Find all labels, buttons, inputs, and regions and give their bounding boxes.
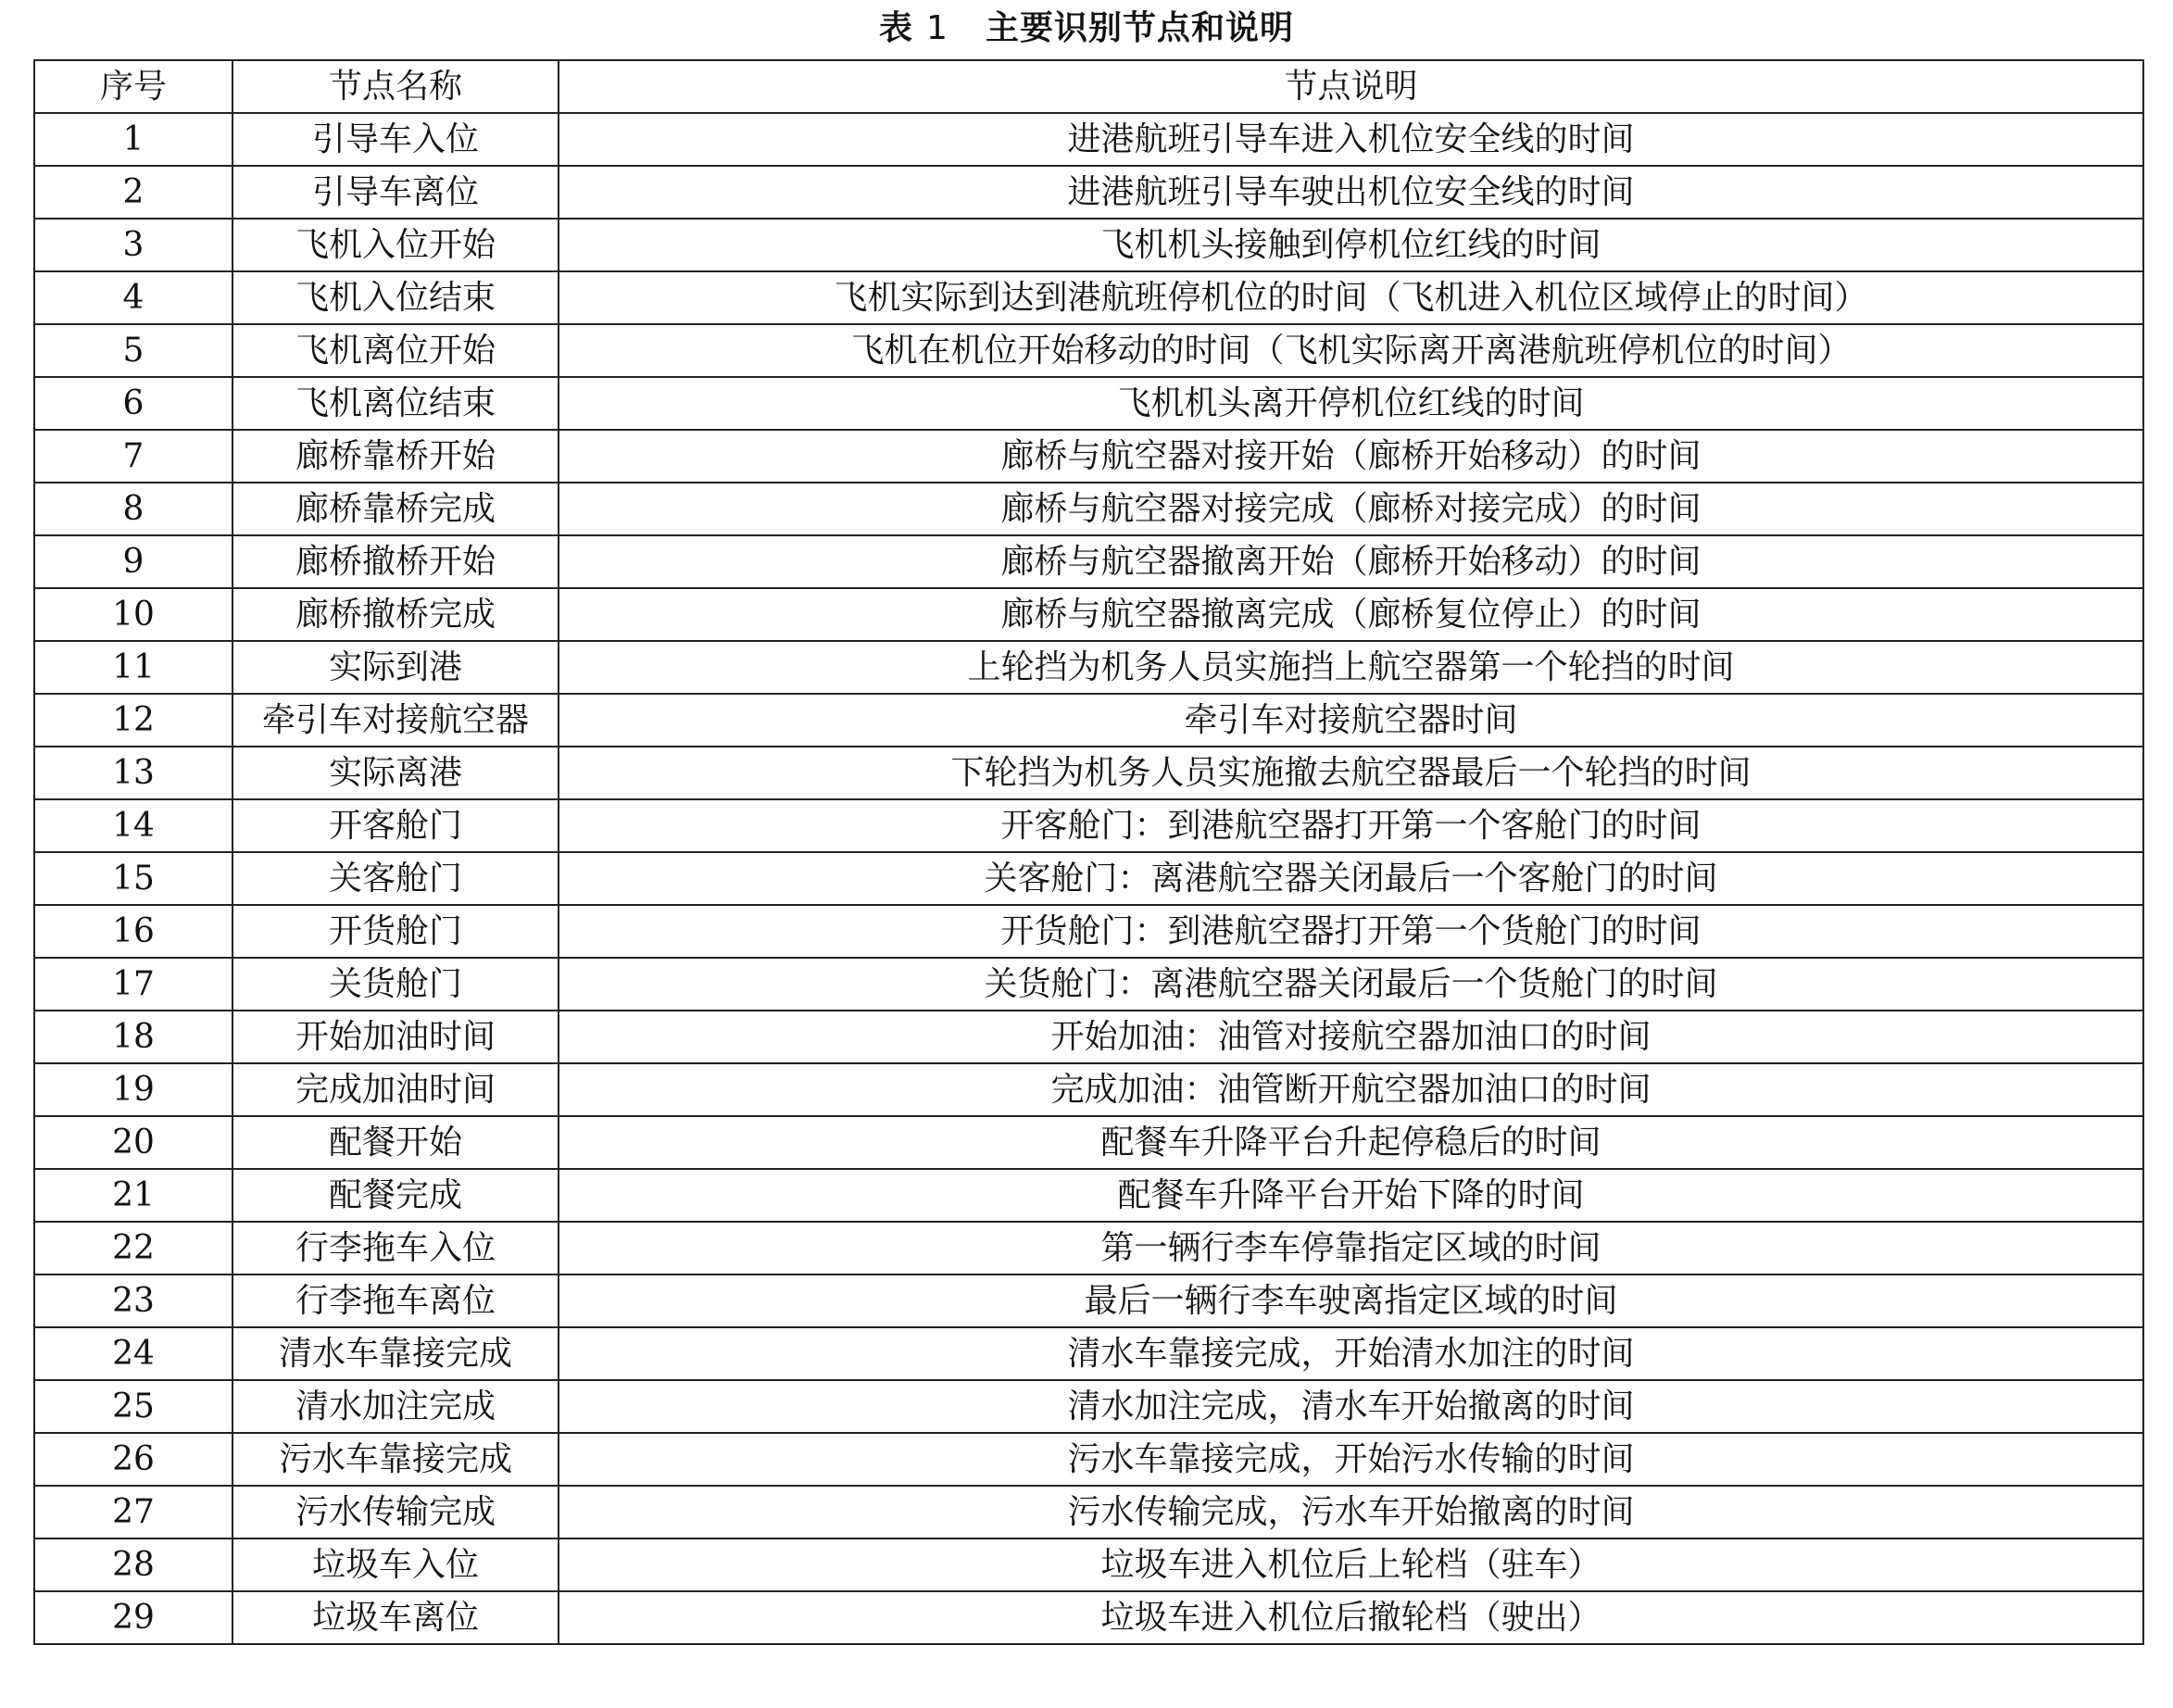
cell-node-name: 实际离港 <box>232 747 559 799</box>
table-row <box>34 483 2143 535</box>
cell-node-description: 下轮挡为机务人员实施撤去航空器最后一个轮挡的时间 <box>559 747 2143 799</box>
cell-node-description: 廊桥与航空器撤离完成（廊桥复位停止）的时间 <box>559 588 2143 641</box>
cell-index: 9 <box>34 535 232 588</box>
node-table <box>33 59 2144 1645</box>
table-row <box>34 219 2143 271</box>
cell-node-description: 飞机在机位开始移动的时间（飞机实际离开离港航班停机位的时间） <box>559 324 2143 377</box>
cell-node-description: 污水车靠接完成，开始污水传输的时间 <box>559 1433 2143 1486</box>
header-node-description: 节点说明 <box>559 60 2143 113</box>
cell-node-name: 开客舱门 <box>232 799 559 852</box>
cell-node-name: 行李拖车入位 <box>232 1222 559 1275</box>
cell-node-name: 关客舱门 <box>232 852 559 905</box>
table-row <box>34 905 2143 958</box>
table-row <box>34 1486 2143 1538</box>
cell-node-name: 清水车靠接完成 <box>232 1327 559 1380</box>
cell-node-description: 上轮挡为机务人员实施挡上航空器第一个轮挡的时间 <box>559 641 2143 694</box>
cell-node-description: 清水车靠接完成，开始清水加注的时间 <box>559 1327 2143 1380</box>
cell-index: 21 <box>34 1169 232 1222</box>
caption-number: 1 <box>926 9 948 47</box>
table-row <box>34 166 2143 219</box>
cell-index: 25 <box>34 1380 232 1433</box>
table-body <box>34 113 2143 1644</box>
table-row <box>34 1433 2143 1486</box>
cell-index: 4 <box>34 271 232 324</box>
cell-node-description: 第一辆行李车停靠指定区域的时间 <box>559 1222 2143 1275</box>
cell-node-description: 清水加注完成，清水车开始撤离的时间 <box>559 1380 2143 1433</box>
table-row <box>34 1116 2143 1169</box>
cell-index: 19 <box>34 1063 232 1116</box>
cell-node-name: 牵引车对接航空器 <box>232 694 559 747</box>
cell-node-name: 廊桥撤桥开始 <box>232 535 559 588</box>
cell-index: 11 <box>34 641 232 694</box>
cell-node-description: 飞机实际到达到港航班停机位的时间（飞机进入机位区域停止的时间） <box>559 271 2143 324</box>
cell-index: 18 <box>34 1011 232 1063</box>
cell-node-name: 污水车靠接完成 <box>232 1433 559 1486</box>
cell-node-name: 引导车离位 <box>232 166 559 219</box>
cell-node-description: 开始加油：油管对接航空器加油口的时间 <box>559 1011 2143 1063</box>
table-row <box>34 535 2143 588</box>
table-caption <box>0 0 2173 57</box>
cell-node-description: 廊桥与航空器撤离开始（廊桥开始移动）的时间 <box>559 535 2143 588</box>
cell-node-description: 开客舱门：到港航空器打开第一个客舱门的时间 <box>559 799 2143 852</box>
table-row <box>34 324 2143 377</box>
table-row <box>34 958 2143 1011</box>
cell-node-description: 配餐车升降平台开始下降的时间 <box>559 1169 2143 1222</box>
cell-index: 16 <box>34 905 232 958</box>
cell-node-description: 最后一辆行李车驶离指定区域的时间 <box>559 1275 2143 1327</box>
table-row <box>34 747 2143 799</box>
cell-node-name: 清水加注完成 <box>232 1380 559 1433</box>
cell-node-description: 开货舱门：到港航空器打开第一个货舱门的时间 <box>559 905 2143 958</box>
cell-index: 14 <box>34 799 232 852</box>
cell-index: 10 <box>34 588 232 641</box>
cell-node-description: 关货舱门：离港航空器关闭最后一个货舱门的时间 <box>559 958 2143 1011</box>
cell-index: 29 <box>34 1591 232 1644</box>
cell-index: 5 <box>34 324 232 377</box>
table-row <box>34 377 2143 430</box>
cell-index: 22 <box>34 1222 232 1275</box>
header-node-name: 节点名称 <box>232 60 559 113</box>
table-row <box>34 1275 2143 1327</box>
cell-node-name: 垃圾车离位 <box>232 1591 559 1644</box>
header-row <box>34 60 2143 113</box>
cell-node-name: 完成加油时间 <box>232 1063 559 1116</box>
table-row <box>34 1222 2143 1275</box>
cell-index: 23 <box>34 1275 232 1327</box>
cell-node-name: 飞机离位开始 <box>232 324 559 377</box>
cell-index: 15 <box>34 852 232 905</box>
cell-index: 3 <box>34 219 232 271</box>
cell-index: 17 <box>34 958 232 1011</box>
cell-node-name: 污水传输完成 <box>232 1486 559 1538</box>
table-row <box>34 113 2143 166</box>
table-row <box>34 641 2143 694</box>
cell-node-description: 廊桥与航空器对接完成（廊桥对接完成）的时间 <box>559 483 2143 535</box>
cell-node-name: 行李拖车离位 <box>232 1275 559 1327</box>
table-row <box>34 694 2143 747</box>
cell-node-name: 开货舱门 <box>232 905 559 958</box>
table-row <box>34 1169 2143 1222</box>
table-row <box>34 1591 2143 1644</box>
cell-node-name: 飞机离位结束 <box>232 377 559 430</box>
header-index: 序号 <box>34 60 232 113</box>
cell-node-description: 进港航班引导车进入机位安全线的时间 <box>559 113 2143 166</box>
cell-node-name: 垃圾车入位 <box>232 1538 559 1591</box>
table-row <box>34 1380 2143 1433</box>
cell-node-description: 垃圾车进入机位后上轮档（驻车） <box>559 1538 2143 1591</box>
cell-node-name: 廊桥靠桥开始 <box>232 430 559 483</box>
cell-node-description: 牵引车对接航空器时间 <box>559 694 2143 747</box>
cell-node-description: 污水传输完成，污水车开始撤离的时间 <box>559 1486 2143 1538</box>
cell-node-description: 完成加油：油管断开航空器加油口的时间 <box>559 1063 2143 1116</box>
cell-index: 20 <box>34 1116 232 1169</box>
cell-node-description: 垃圾车进入机位后撤轮档（驶出） <box>559 1591 2143 1644</box>
cell-node-name: 廊桥撤桥完成 <box>232 588 559 641</box>
cell-node-name: 引导车入位 <box>232 113 559 166</box>
cell-index: 1 <box>34 113 232 166</box>
table-row <box>34 271 2143 324</box>
cell-index: 28 <box>34 1538 232 1591</box>
table-row <box>34 1011 2143 1063</box>
cell-node-description: 廊桥与航空器对接开始（廊桥开始移动）的时间 <box>559 430 2143 483</box>
table-row <box>34 430 2143 483</box>
cell-index: 26 <box>34 1433 232 1486</box>
cell-index: 8 <box>34 483 232 535</box>
cell-node-name: 配餐完成 <box>232 1169 559 1222</box>
table-row <box>34 852 2143 905</box>
table-row <box>34 1063 2143 1116</box>
table-row <box>34 799 2143 852</box>
cell-node-name: 飞机入位开始 <box>232 219 559 271</box>
cell-index: 24 <box>34 1327 232 1380</box>
cell-index: 2 <box>34 166 232 219</box>
cell-index: 13 <box>34 747 232 799</box>
cell-index: 12 <box>34 694 232 747</box>
cell-node-description: 关客舱门：离港航空器关闭最后一个客舱门的时间 <box>559 852 2143 905</box>
cell-node-name: 配餐开始 <box>232 1116 559 1169</box>
table-row <box>34 1538 2143 1591</box>
cell-index: 7 <box>34 430 232 483</box>
cell-node-description: 配餐车升降平台升起停稳后的时间 <box>559 1116 2143 1169</box>
cell-index: 6 <box>34 377 232 430</box>
caption-label: 表 <box>879 9 914 47</box>
cell-node-description: 飞机机头接触到停机位红线的时间 <box>559 219 2143 271</box>
table-row <box>34 1327 2143 1380</box>
cell-node-name: 飞机入位结束 <box>232 271 559 324</box>
cell-index: 27 <box>34 1486 232 1538</box>
cell-node-name: 实际到港 <box>232 641 559 694</box>
cell-node-name: 开始加油时间 <box>232 1011 559 1063</box>
cell-node-description: 飞机机头离开停机位红线的时间 <box>559 377 2143 430</box>
caption-title: 主要识别节点和说明 <box>985 9 1294 47</box>
cell-node-description: 进港航班引导车驶出机位安全线的时间 <box>559 166 2143 219</box>
table-row <box>34 588 2143 641</box>
cell-node-name: 廊桥靠桥完成 <box>232 483 559 535</box>
cell-node-name: 关货舱门 <box>232 958 559 1011</box>
